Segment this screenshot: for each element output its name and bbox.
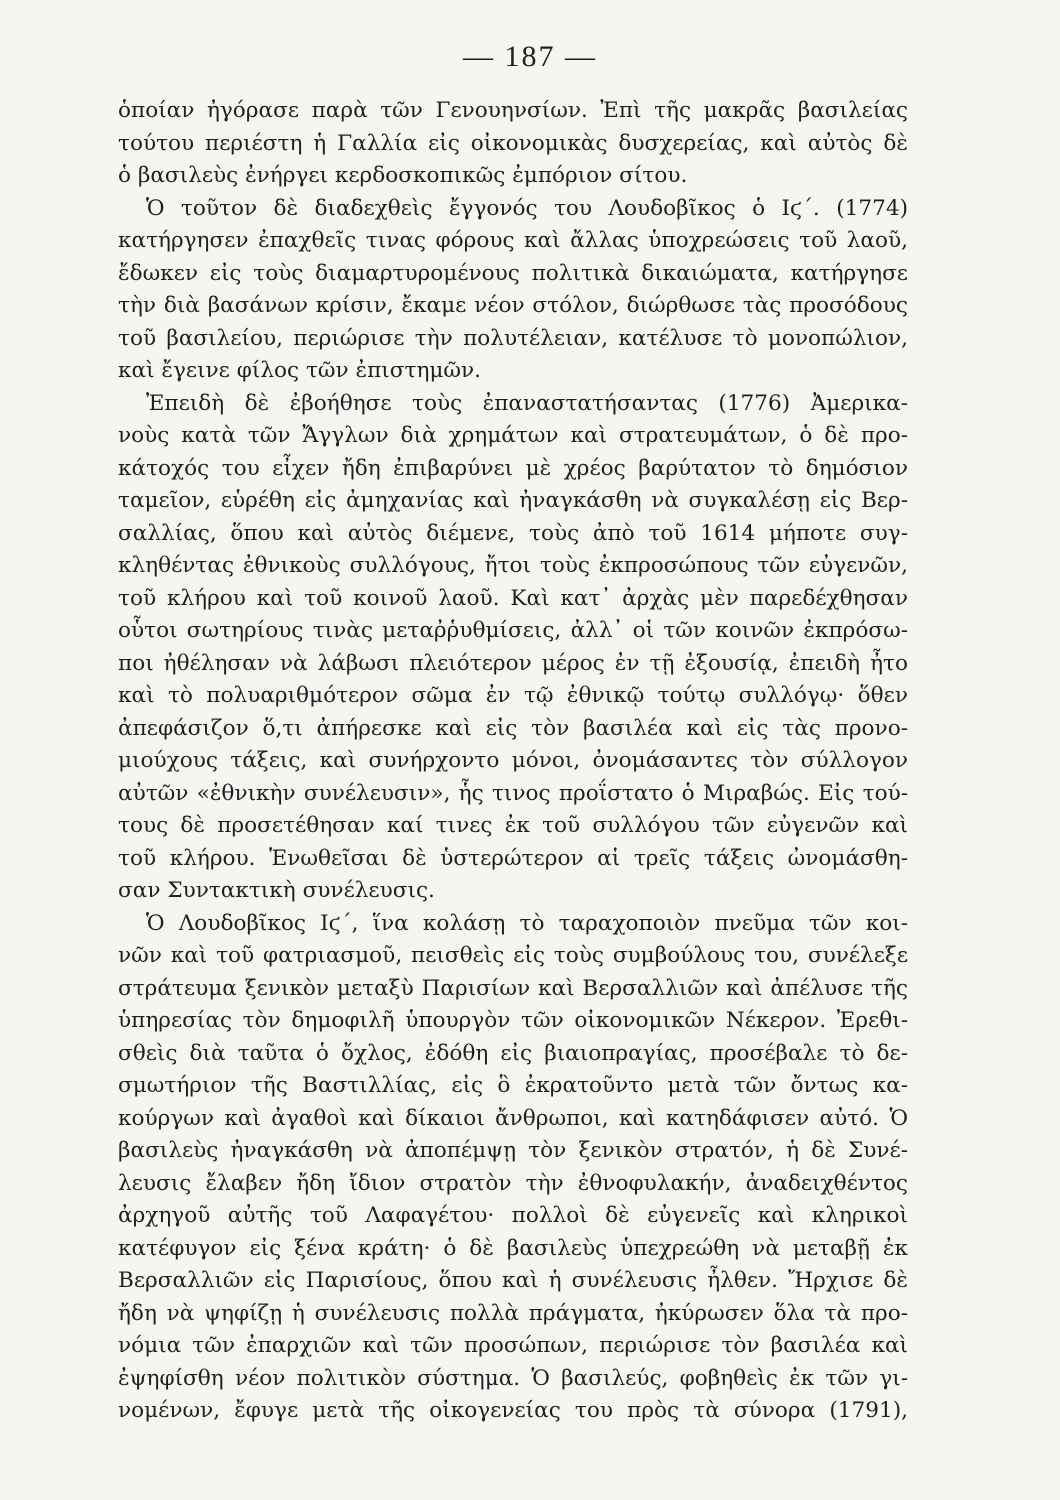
- text-line: ἀπεφάσιζον ὅ,τι ἀπήρεσκε καὶ εἰς τὸν βασιλέα καὶ εἰς τὰς προνο-: [118, 715, 908, 741]
- text-line: κούργων καὶ ἀγαθοὶ καὶ δίκαιοι ἄνθρωποι, καὶ κατηδάφισεν αὐτό. Ὁ: [118, 1105, 908, 1131]
- text-line: τοῦ βασιλείου, περιώρισε τὴν πολυτέλειαν, κατέλυσε τὸ μονοπώλιον,: [118, 325, 908, 351]
- page-number: — 187 —: [463, 40, 597, 73]
- text-line: νοὺς κατὰ τῶν Ἄγγλων διὰ χρημάτων καὶ στρατευμάτων, ὁ δὲ προ-: [118, 423, 908, 448]
- text-line: κληθέντας ἐθνικοὺς συλλόγους, ἤτοι τοὺς ἐκπροσώπους τῶν εὐγενῶν,: [118, 553, 908, 578]
- text-line: Βερσαλλιῶν εἰς Παρισίους, ὅπου καὶ ἡ συνέλευσις ἦλθεν. Ἤρχισε δὲ: [118, 1268, 908, 1293]
- text-line: σθεὶς διὰ ταῦτα ὁ ὄχλος, ἐδόθη εἰς βιαιοπραγίας, προσέβαλε τὸ δε-: [118, 1040, 908, 1066]
- text-line: κατέφυγον εἰς ξένα κράτη· ὁ δὲ βασιλεὺς ὑπεχρεώθη νὰ μεταβῇ ἐκ: [118, 1235, 908, 1261]
- text-line: νόμια τῶν ἐπαρχιῶν καὶ τῶν προσώπων, περιώρισε τὸν βασιλέα καὶ: [118, 1333, 908, 1358]
- text-line: σαλλίας, ὅπου καὶ αὐτὸς διέμενε, τοὺς ἀπὸ τοῦ 1614 μήποτε συγ-: [118, 520, 908, 546]
- text-line: καὶ τὸ πολυαριθμότερον σῶμα ἐν τῷ ἐθνικῷ τούτῳ συλλόγῳ· ὅθεν: [118, 683, 908, 708]
- text-line: ἀρχηγοῦ αὐτῆς τοῦ Λαφαγέτου· πολλοὶ δὲ εὐγενεῖς καὶ κληρικοὶ: [118, 1203, 908, 1228]
- text-line: λευσις ἔλαβεν ἤδη ἴδιον στρατὸν τὴν ἐθνοφυλακήν, ἀναδειχθέντος: [118, 1170, 908, 1196]
- text-line: τούτου περιέστη ἡ Γαλλία εἰς οἰκονομικὰς δυσχερείας, καὶ αὐτὸς δὲ: [118, 130, 908, 156]
- body-text: [118, 95, 908, 1428]
- text-line: ποι ἠθέλησαν νὰ λάβωσι πλειότερον μέρος ἐν τῇ ἐξουσίᾳ, ἐπειδὴ ἦτο: [118, 650, 908, 676]
- text-line: στράτευμα ξενικὸν μεταξὺ Παρισίων καὶ Βερσαλλιῶν καὶ ἀπέλυσε τῆς: [118, 975, 908, 1001]
- text-line: μιούχους τάξεις, καὶ συνήρχοντο μόνοι, ὀνομάσαντες τὸν σύλλογον: [118, 748, 908, 773]
- text-line: σαν Συντακτικὴ συνέλευσις.: [118, 878, 435, 903]
- text-line: ἐψηφίσθη νέον πολιτικὸν σύστημα. Ὁ βασιλεύς, φοβηθεὶς ἐκ τῶν γι-: [118, 1365, 908, 1391]
- text-line: κατήργησεν ἐπαχθεῖς τινας φόρους καὶ ἄλλας ὑποχρεώσεις τοῦ λαοῦ,: [118, 228, 908, 253]
- text-line: τοῦ κλήρου καὶ τοῦ κοινοῦ λαοῦ. Καὶ κατ᾽ ἀρχὰς μὲν παρεδέχθησαν: [118, 585, 908, 611]
- text-line: Ἐπειδὴ δὲ ἐβοήθησε τοὺς ἐπαναστατήσαντας (1776) Ἀμερικα-: [146, 390, 908, 416]
- text-line: καὶ ἔγεινε φίλος τῶν ἐπιστημῶν.: [118, 358, 482, 383]
- text-line: νομένων, ἔφυγε μετὰ τῆς οἰκογενείας του πρὸς τὰ σύνορα (1791),: [118, 1398, 908, 1423]
- text-line: Ὁ τοῦτον δὲ διαδεχθεὶς ἔγγονός του Λουδοβῖκος ὁ Ιϛ΄. (1774): [146, 195, 908, 221]
- text-line: ὁ βασιλεὺς ἐνήργει κερδοσκοπικῶς ἐμπόριον σίτου.: [118, 163, 688, 188]
- text-line: νῶν καὶ τοῦ φατριασμοῦ, πεισθεὶς εἰς τοὺς συμβούλους του, συνέλεξε: [118, 943, 908, 968]
- text-line: Ὁ Λουδοβῖκος Ιϛ΄, ἵνα κολάσῃ τὸ ταραχοποιὸν πνεῦμα τῶν κοι-: [146, 910, 908, 936]
- text-line: αὐτῶν «ἐθνικὴν συνέλευσιν», ἧς τινος προΐστατο ὁ Μιραβώς. Εἰς τού-: [118, 780, 908, 806]
- text-line: βασιλεὺς ἠναγκάσθη νὰ ἀποπέμψῃ τὸν ξενικὸν στρατόν, ἡ δὲ Συνέ-: [118, 1138, 908, 1163]
- text-line: τὴν διὰ βασάνων κρίσιν, ἔκαμε νέον στόλον, διώρθωσε τὰς προσόδους: [118, 293, 908, 318]
- text-line: τοῦ κλήρου. Ἑνωθεῖσαι δὲ ὑστερώτερον αἱ τρεῖς τάξεις ὠνομάσθη-: [118, 845, 908, 871]
- text-line: σμωτήριον τῆς Βαστιλλίας, εἰς ὃ ἐκρατοῦντο μετὰ τῶν ὄντως κα-: [118, 1073, 908, 1098]
- text-line: τους δὲ προσετέθησαν καί τινες ἐκ τοῦ συλλόγου τῶν εὐγενῶν καὶ: [118, 813, 908, 838]
- text-line: ὁποίαν ἠγόρασε παρὰ τῶν Γενουηνσίων. Ἐπὶ τῆς μακρᾶς βασιλείας: [118, 98, 908, 123]
- text-line: ἤδη νὰ ψηφίζῃ ἡ συνέλευσις πολλὰ πράγματα, ἠκύρωσεν ὅλα τὰ προ-: [118, 1300, 908, 1326]
- text-line: ὑπηρεσίας τὸν δημοφιλῆ ὑπουργὸν τῶν οἰκονομικῶν Νέκερον. Ἐρεθι-: [118, 1008, 908, 1033]
- text-line: ἔδωκεν εἰς τοὺς διαμαρτυρομένους πολιτικὰ δικαιώματα, κατήργησε: [118, 260, 908, 286]
- text-line: κάτοχός του εἶχεν ἤδη ἐπιβαρύνει μὲ χρέος βαρύτατον τὸ δημόσιον: [118, 455, 908, 481]
- text-line: οὗτοι σωτηρίους τινὰς μεταῤῥυθμίσεις, ἀλλ᾽ οἱ τῶν κοινῶν ἐκπρόσω-: [118, 618, 908, 643]
- text-line: ταμεῖον, εὑρέθη εἰς ἀμηχανίας καὶ ἠναγκάσθη νὰ συγκαλέσῃ εἰς Βερ-: [118, 488, 908, 513]
